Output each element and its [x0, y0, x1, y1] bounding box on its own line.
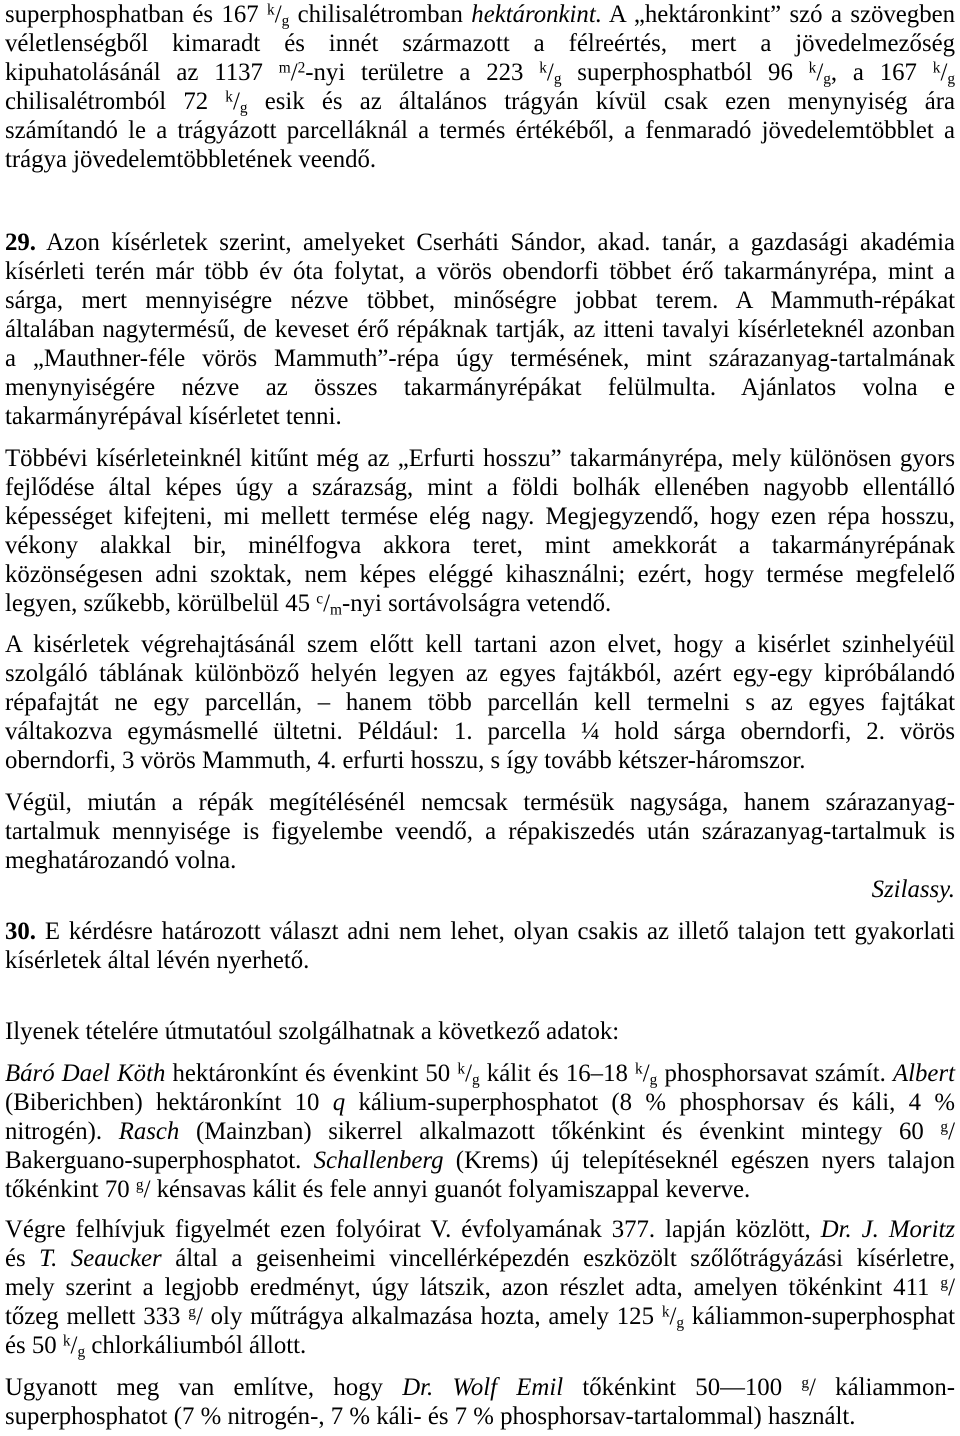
paragraph: [5, 1215, 955, 1360]
superscript: g: [135, 1176, 144, 1194]
text-run: kísérleti terén már több év óta folytat, a vörös obendorfi többet érő takarmányrépa, mint a: [5, 258, 955, 285]
text-run: kálit és 16–18: [479, 1060, 636, 1087]
text-section: [5, 917, 955, 1431]
text-run: Ilyenek tételére útmutatóul szolgálhatnak a következő adatok:: [5, 1018, 620, 1045]
text-line: [5, 315, 955, 344]
text-run: /: [465, 1060, 472, 1087]
paragraph: [5, 788, 955, 875]
text-run: takarmányrépával kísérletet tenni.: [5, 403, 342, 430]
text-run: Többévi kísérleteinknél kitűnt még az „Erfurti hosszu” takarmányrépa, mely különösen gyors: [5, 445, 955, 472]
subscript: g: [471, 1071, 480, 1089]
superscript: c: [316, 590, 324, 608]
text-line: [5, 688, 955, 717]
superscript: g: [940, 1118, 949, 1136]
text-run: A „hektáronkint” szó a szövegben: [601, 1, 955, 28]
italic-text: Dr. J. Moritz: [820, 1216, 955, 1243]
text-run: kísérletek által lévén nyerhető.: [5, 947, 310, 974]
text-run: Végül, miután a répák megítélésénél nemcsak termésük nagysága, hanem szárazanyag-: [5, 789, 955, 816]
text-line: [5, 1273, 955, 1302]
text-run: -nyi sortávolságra vetendő.: [341, 590, 612, 617]
text-line: [5, 373, 955, 402]
text-run: chilisalétromból 72: [5, 88, 226, 115]
text-run: E kérdésre határozott választ adni nem lehet, olyan csakis az illető talajon tett gyakorlati: [36, 918, 955, 945]
text-run: fejlődése által képes úgy a szárazság, mint a földi bolhák ellenében nagyobb ellentálló: [5, 474, 955, 501]
text-run: véletlenségből kimaradt és innét származott a félreértés, mert a jövedelmezőség: [5, 30, 955, 57]
text-line: [5, 257, 955, 286]
text-run: superphosphatból 96: [561, 59, 809, 86]
text-line: [5, 344, 955, 373]
text-line: [5, 145, 955, 174]
text-run: /: [546, 59, 554, 86]
subscript: g: [649, 1071, 658, 1089]
text-run: /: [232, 88, 240, 115]
superscript: k: [267, 1, 275, 19]
text-line: [5, 228, 955, 257]
paragraph: [5, 917, 955, 975]
text-line: [5, 1088, 955, 1117]
italic-text: Schallenberg: [313, 1147, 444, 1174]
text-line: [5, 1402, 955, 1431]
superscript: k: [932, 59, 941, 77]
subscript: g: [823, 70, 831, 88]
paragraph: [5, 1373, 955, 1431]
text-run: superphosphatban és 167: [5, 1, 268, 28]
text-run: répafajtát ne egy parcellán, – hanem több parcellán kell termelni s az egyes fajtákat: [5, 689, 955, 716]
text-run: Azon kísérletek szerint, amelyeket Cserháti Sándor, akad. tanár, a gazdasági akadémia: [36, 229, 955, 256]
text-run: Ugyanott meg van említve, hogy: [5, 1374, 403, 1401]
text-line: [5, 1146, 955, 1175]
text-section: [5, 0, 955, 875]
text-line: [5, 473, 955, 502]
subscript: g: [553, 70, 562, 88]
italic-text: hektáronkint.: [471, 1, 602, 28]
text-run: által a geisenheimi vincellérképezdén eszközölt szőlőtrágyázási kísérletre,: [161, 1245, 956, 1272]
text-run: szolgáló táblának különböző helyén legyen az egyes fajtákból, azért egy-egy kipróbálandó: [5, 660, 955, 687]
text-line: [5, 29, 955, 58]
text-run: /: [274, 1, 282, 28]
superscript: k: [62, 1332, 71, 1350]
text-run: / káliammon-: [809, 1374, 955, 1401]
text-run: esik és az általános trágyán kívül csak ezen menynyiség ára: [247, 88, 955, 115]
text-run: tőkénkint 70: [5, 1176, 136, 1203]
text-run: közönségesen adni szoktak, nem képes eléggé kihasználni; ezért, hogy termése megfelelő: [5, 561, 955, 588]
text-run: phosphorsavat számít.: [657, 1060, 893, 1087]
superscript: k: [225, 88, 233, 106]
subscript: g: [239, 99, 248, 117]
superscript: g: [940, 1274, 949, 1292]
subscript: g: [281, 12, 290, 30]
italic-text: Rasch: [118, 1118, 180, 1145]
text-line: [5, 444, 955, 473]
text-line: [5, 1331, 955, 1360]
text-run: kipuhatolásánál az 1137: [5, 59, 279, 86]
text-run: legyen, szűkebb, körülbelül 45: [5, 590, 317, 617]
italic-text: Dr. Wolf Emil: [402, 1374, 564, 1401]
text-run: sárga, mert mennyiségre nézve többet, minőségre jobbat terem. A Mammuth-répákat: [5, 287, 955, 314]
text-line: [5, 846, 955, 875]
text-line: [5, 1059, 955, 1088]
superscript: k: [635, 1060, 643, 1078]
subscript: g: [947, 70, 956, 88]
italic-text: Báró Dael Köth: [5, 1060, 166, 1087]
text-line: [5, 286, 955, 315]
text-run: / oly műtrágya alkalmazása hozta, amely 125: [195, 1303, 662, 1330]
subscript: g: [676, 1314, 685, 1332]
signature: Szilassy.: [871, 876, 955, 903]
item-number: 29.: [5, 229, 36, 256]
subscript: g: [77, 1343, 86, 1361]
text-line: [5, 946, 955, 975]
text-line: [5, 589, 955, 618]
text-line: [5, 87, 955, 116]
document-page: [5, 0, 955, 1431]
paragraph: [5, 444, 955, 618]
text-run: mely szerint a legjobb eredményt, úgy látszik, azon részlet adta, amelyen tökénkint 411: [5, 1274, 941, 1301]
text-line: [5, 0, 955, 29]
italic-text: q: [332, 1089, 346, 1116]
text-run: /: [323, 590, 330, 617]
text-run: a „Mauthner-féle vörös Mammuth”-répa úgy termésének, mint szárazanyag-tartalmának: [5, 345, 955, 372]
superscript: k: [457, 1060, 466, 1078]
text-run: káliammon-superphosphat: [684, 1303, 955, 1330]
text-line: [5, 531, 955, 560]
paragraph: [5, 1059, 955, 1204]
text-run: chlorkáliumból állott.: [85, 1332, 307, 1359]
text-line: [5, 502, 955, 531]
paragraph: [5, 228, 955, 431]
text-run: tőkénkint 50—100: [563, 1374, 802, 1401]
text-line: [5, 917, 955, 946]
text-line: [5, 1215, 955, 1244]
text-run: (Mainzban) sikerrel alkalmazott tőkénkint és évenkint mintegy 60: [179, 1118, 941, 1145]
text-line: [5, 1244, 955, 1273]
text-run: és: [5, 1245, 40, 1272]
text-run: -nyi területre a 223: [305, 59, 540, 86]
text-run: kálium-superphosphatot (8 % phosphorsav és káli, 4 %: [345, 1089, 955, 1116]
text-run: /: [948, 1118, 955, 1145]
text-run: / kénsavas kálit és fele annyi guanót folyamiszappal keverve.: [143, 1176, 751, 1203]
text-run: tartalmuk mennyisége is figyelembe veendő, a répakiszedés után szárazanyag-tartalmuk is: [5, 818, 955, 845]
superscript: k: [539, 59, 547, 77]
text-line: [5, 659, 955, 688]
superscript: k: [808, 59, 817, 77]
text-run: oberndorfi, 3 vörös Mammuth, 4. erfurti hosszu, s így tovább kétszer-háromszor.: [5, 747, 806, 774]
text-run: A kisérletek végrehajtásánál szem előtt kell tartani azon elvet, hogy a kisérlet szinhelyéül: [5, 631, 955, 658]
text-line: [5, 717, 955, 746]
text-run: Bakerguano-superphosphatot.: [5, 1147, 314, 1174]
italic-text: Albert: [893, 1060, 955, 1087]
text-line: [5, 58, 955, 87]
text-run: menynyiségére nézve az összes takarmányrépákat felülmulta. Ajánlatos volna e: [5, 374, 955, 401]
text-run: /: [940, 59, 948, 86]
text-run: képességet kifejteni, mi mellett termése elég nagy. Megjegyzendő, hogy ezen répa hosszu,: [5, 503, 955, 530]
text-run: /: [290, 59, 298, 86]
text-line: [5, 116, 955, 145]
text-run: általában nagytermésű, de keveset érő répáknak tartják, az itteni tavalyi kísérleteknél azonban: [5, 316, 955, 343]
text-run: nitrogén).: [5, 1118, 119, 1145]
text-line: [5, 560, 955, 589]
text-run: tőzeg mellett 333: [5, 1303, 189, 1330]
text-run: /: [70, 1332, 78, 1359]
text-line: [5, 788, 955, 817]
text-run: , a 167: [830, 59, 933, 86]
text-line: [5, 1302, 955, 1331]
text-run: meghatározandó volna.: [5, 847, 237, 874]
superscript: k: [661, 1303, 670, 1321]
subscript: m: [330, 601, 342, 619]
text-run: (Biberichben) hektáronkínt 10: [5, 1089, 333, 1116]
text-line: [5, 1175, 955, 1204]
paragraph: [5, 630, 955, 775]
text-run: Végre felhívjuk figyelmét ezen folyóirat V. évfolyamának 377. lapján közlött,: [5, 1216, 821, 1243]
text-line: [5, 817, 955, 846]
text-run: hektáronkínt és évenkint 50: [165, 1060, 458, 1087]
text-run: váltakozva egymásmellé ültetni. Például: 1. parcella ¼ hold sárga oberndorfi, 2. vörös: [5, 718, 955, 745]
text-run: /: [669, 1303, 677, 1330]
text-run: számítandó le a trágyázott parcelláknál a termés értékéből, a fenmaradó jövedelemtöbblet a: [5, 117, 955, 144]
text-run: /: [816, 59, 824, 86]
superscript: g: [188, 1303, 196, 1321]
text-run: /: [642, 1060, 650, 1087]
text-run: (Krems) új telepítéseknél egészen nyers talajon: [443, 1147, 955, 1174]
paragraph: [5, 0, 955, 174]
text-run: chilisalétromban: [289, 1, 472, 28]
text-run: trágya jövedelemtöbbletének veendő.: [5, 146, 377, 173]
text-run: vékony alakkal bir, minélfogva akkora teret, mint amekkorát a takarmányrépának: [5, 532, 955, 559]
superscript: 2: [297, 59, 306, 77]
paragraph: [5, 1017, 955, 1046]
text-line: [5, 746, 955, 775]
text-line: [5, 402, 955, 431]
text-run: és 50: [5, 1332, 63, 1359]
text-run: superphosphatot (7 % nitrogén-, 7 % káli- és 7 % phosphorsav-tartalommal) használt.: [5, 1403, 856, 1430]
italic-text: T. Seaucker: [39, 1245, 162, 1272]
item-number: 30.: [5, 918, 36, 945]
text-line: [5, 1017, 955, 1046]
text-line: [5, 630, 955, 659]
text-line: [5, 1117, 955, 1146]
text-line: [5, 1373, 955, 1402]
superscript: m: [278, 59, 291, 77]
text-run: /: [948, 1274, 955, 1301]
superscript: g: [801, 1374, 810, 1392]
